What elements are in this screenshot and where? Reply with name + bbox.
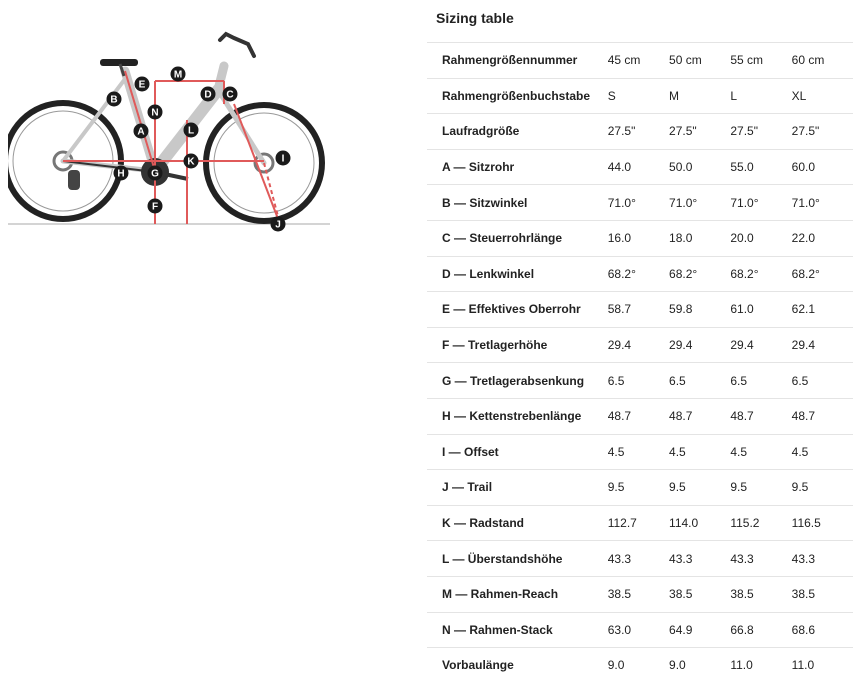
table-cell: 6.5	[730, 363, 791, 399]
table-cell: XL	[792, 78, 853, 114]
table-cell: 29.4	[669, 327, 730, 363]
table-cell: 4.5	[608, 434, 669, 470]
table-cell: 68.2°	[730, 256, 791, 292]
svg-text:M: M	[173, 69, 183, 81]
marker-l	[184, 123, 199, 138]
table-cell: 59.8	[669, 292, 730, 328]
marker-c	[223, 87, 238, 102]
table-cell: 27.5"	[792, 114, 853, 150]
table-cell: 60.0	[792, 149, 853, 185]
table-row	[427, 363, 853, 399]
marker-n	[148, 105, 163, 120]
table-cell: 43.3	[730, 541, 791, 577]
table-cell: 38.5	[608, 576, 669, 612]
marker-h	[114, 166, 129, 181]
table-cell: 38.5	[730, 576, 791, 612]
table-cell: 38.5	[669, 576, 730, 612]
row-label: K — Radstand	[427, 505, 608, 541]
svg-text:C: C	[226, 89, 234, 101]
svg-text:I: I	[281, 153, 285, 165]
row-label: Rahmengrößenbuchstabe	[427, 78, 608, 114]
table-cell: 20.0	[730, 220, 791, 256]
row-label: E — Effektives Oberrohr	[427, 292, 608, 328]
marker-d	[201, 87, 216, 102]
table-cell: 9.0	[608, 648, 669, 683]
marker-b	[107, 92, 122, 107]
table-row	[427, 185, 853, 221]
table-cell: 68.2°	[669, 256, 730, 292]
table-cell: 38.5	[792, 576, 853, 612]
table-row	[427, 648, 853, 683]
table-cell: 11.0	[730, 648, 791, 683]
table-cell: 50.0	[669, 149, 730, 185]
table-cell: 114.0	[669, 505, 730, 541]
table-cell: 27.5"	[608, 114, 669, 150]
marker-g	[148, 166, 163, 181]
table-cell: 64.9	[669, 612, 730, 648]
svg-text:K: K	[187, 156, 195, 168]
table-cell: 27.5"	[730, 114, 791, 150]
table-cell: 48.7	[792, 398, 853, 434]
table-cell: 44.0	[608, 149, 669, 185]
row-label: F — Tretlagerhöhe	[427, 327, 608, 363]
row-label: Rahmengrößennummer	[427, 43, 608, 79]
table-row	[427, 114, 853, 150]
table-cell: 43.3	[792, 541, 853, 577]
table-cell: 27.5"	[669, 114, 730, 150]
table-cell: 43.3	[669, 541, 730, 577]
table-row	[427, 78, 853, 114]
sizing-table-title: Sizing table	[436, 10, 514, 26]
row-label: I — Offset	[427, 434, 608, 470]
table-row	[427, 327, 853, 363]
table-cell: 9.0	[669, 648, 730, 683]
table-cell: 4.5	[669, 434, 730, 470]
row-label: C — Steuerrohrlänge	[427, 220, 608, 256]
table-cell: 9.5	[792, 470, 853, 506]
table-cell: 45 cm	[608, 43, 669, 79]
table-cell: 29.4	[608, 327, 669, 363]
table-cell: 58.7	[608, 292, 669, 328]
table-cell: 71.0°	[730, 185, 791, 221]
table-cell: 55 cm	[730, 43, 791, 79]
table-row	[427, 149, 853, 185]
table-cell: 68.2°	[608, 256, 669, 292]
table-cell: 18.0	[669, 220, 730, 256]
marker-a	[134, 124, 149, 139]
table-row	[427, 43, 853, 79]
table-row	[427, 612, 853, 648]
table-cell: 63.0	[608, 612, 669, 648]
table-row	[427, 541, 853, 577]
table-cell: 9.5	[669, 470, 730, 506]
svg-text:N: N	[151, 107, 159, 119]
table-cell: 29.4	[792, 327, 853, 363]
table-cell: 48.7	[669, 398, 730, 434]
table-cell: 43.3	[608, 541, 669, 577]
table-cell: L	[730, 78, 791, 114]
table-cell: 60 cm	[792, 43, 853, 79]
table-row	[427, 576, 853, 612]
table-cell: 116.5	[792, 505, 853, 541]
table-cell: 71.0°	[669, 185, 730, 221]
marker-k	[184, 154, 199, 169]
row-label: Vorbaulänge	[427, 648, 608, 683]
table-cell: 50 cm	[669, 43, 730, 79]
svg-text:B: B	[110, 94, 118, 106]
marker-m	[171, 67, 186, 82]
marker-e	[135, 77, 150, 92]
table-cell: 48.7	[608, 398, 669, 434]
table-cell: 11.0	[792, 648, 853, 683]
row-label: L — Überstandshöhe	[427, 541, 608, 577]
table-cell: 16.0	[608, 220, 669, 256]
table-cell: 115.2	[730, 505, 791, 541]
table-cell: 112.7	[608, 505, 669, 541]
table-cell: 6.5	[669, 363, 730, 399]
table-cell: 55.0	[730, 149, 791, 185]
svg-text:A: A	[137, 126, 145, 138]
row-label: Laufradgröße	[427, 114, 608, 150]
sizing-table	[427, 42, 853, 683]
table-cell: 71.0°	[792, 185, 853, 221]
table-cell: 9.5	[608, 470, 669, 506]
svg-text:F: F	[151, 201, 159, 213]
table-row	[427, 434, 853, 470]
table-row	[427, 220, 853, 256]
table-cell: 6.5	[608, 363, 669, 399]
table-cell: M	[669, 78, 730, 114]
row-label: A — Sitzrohr	[427, 149, 608, 185]
table-cell: 4.5	[730, 434, 791, 470]
table-row	[427, 470, 853, 506]
table-cell: 62.1	[792, 292, 853, 328]
row-label: J — Trail	[427, 470, 608, 506]
table-cell: 66.8	[730, 612, 791, 648]
svg-text:D: D	[204, 89, 212, 101]
table-row	[427, 505, 853, 541]
table-cell: 9.5	[730, 470, 791, 506]
table-row	[427, 398, 853, 434]
marker-i	[276, 151, 291, 166]
svg-text:G: G	[151, 168, 159, 180]
table-row	[427, 256, 853, 292]
row-label: N — Rahmen-Stack	[427, 612, 608, 648]
svg-text:H: H	[117, 168, 125, 180]
table-cell: 71.0°	[608, 185, 669, 221]
table-row	[427, 292, 853, 328]
table-cell: 48.7	[730, 398, 791, 434]
row-label: D — Lenkwinkel	[427, 256, 608, 292]
table-cell: 68.2°	[792, 256, 853, 292]
table-cell: 22.0	[792, 220, 853, 256]
row-label: H — Kettenstrebenlänge	[427, 398, 608, 434]
table-cell: 6.5	[792, 363, 853, 399]
marker-f	[148, 199, 163, 214]
svg-text:J: J	[275, 219, 281, 231]
table-cell: S	[608, 78, 669, 114]
marker-j	[271, 217, 286, 232]
table-cell: 4.5	[792, 434, 853, 470]
row-label: B — Sitzwinkel	[427, 185, 608, 221]
table-cell: 29.4	[730, 327, 791, 363]
bike-geometry-diagram	[8, 24, 338, 239]
row-label: M — Rahmen-Reach	[427, 576, 608, 612]
row-label: G — Tretlagerabsenkung	[427, 363, 608, 399]
svg-text:E: E	[138, 79, 146, 91]
table-cell: 61.0	[730, 292, 791, 328]
svg-text:L: L	[187, 125, 195, 137]
table-cell: 68.6	[792, 612, 853, 648]
